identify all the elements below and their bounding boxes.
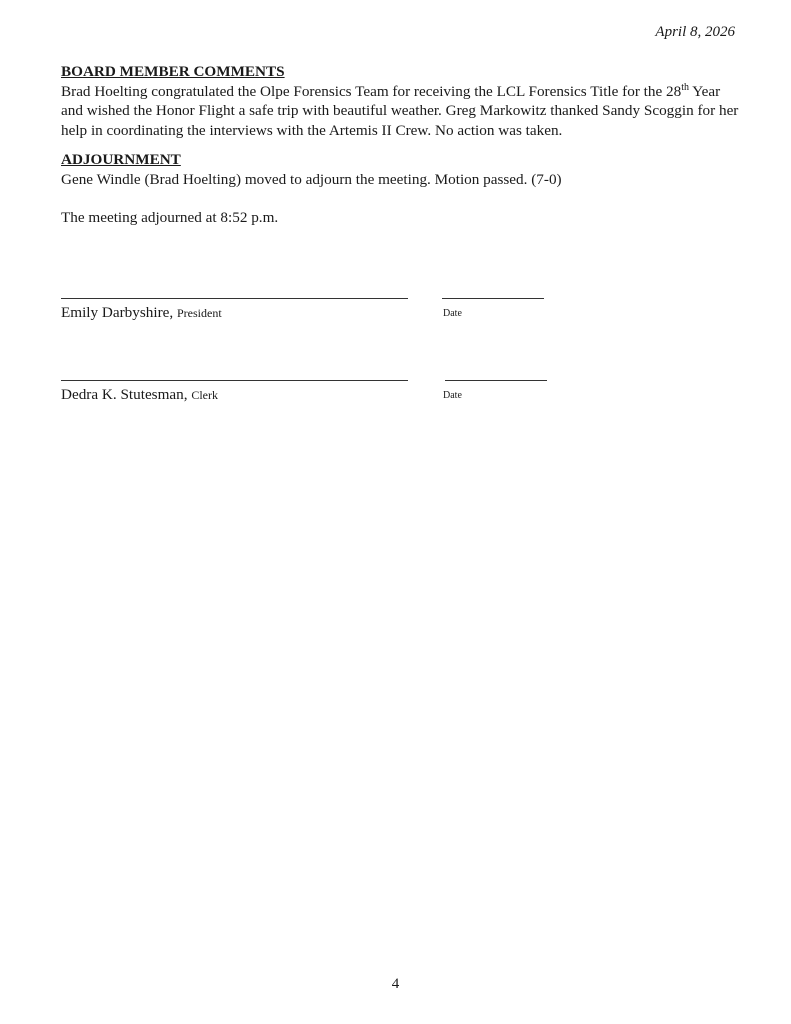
signature-block-clerk — [61, 380, 561, 420]
adjournment-section — [61, 150, 741, 228]
signatory-name — [61, 304, 222, 322]
date-line — [445, 380, 547, 381]
page-number: 4 — [391, 976, 400, 992]
signatory-name — [61, 386, 218, 404]
signatory-title: President — [177, 306, 222, 320]
board-comments-text-start: Brad Hoelting congratulated the Olpe Forensics Team for receiving the LCL Forensics Title for the 28 — [61, 82, 682, 100]
document-date: April 8, 2026 — [655, 24, 735, 40]
date-label: Date — [443, 390, 462, 401]
date-label: Date — [443, 308, 462, 319]
board-comments-text — [61, 82, 741, 141]
signature-line — [61, 380, 408, 381]
adjournment-heading: ADJOURNMENT — [61, 151, 181, 168]
signature-line — [61, 298, 408, 299]
ordinal-suffix: th — [681, 81, 689, 93]
adjournment-time: The meeting adjourned at 8:52 p.m. — [61, 209, 279, 226]
signature-block-president — [61, 298, 561, 338]
board-comments-section — [61, 62, 741, 140]
board-comments-heading: BOARD MEMBER COMMENTS — [61, 63, 285, 80]
signatory-title: Clerk — [191, 388, 219, 402]
signatory-name-text: Emily Darbyshire, — [61, 304, 177, 321]
adjournment-motion: Gene Windle (Brad Hoelting) moved to adjourn the meeting. Motion passed. (7-0) — [61, 170, 562, 188]
board-comments-text-end: Year and wished the Honor Flight a safe trip with beautiful weather. Greg Markowitz thanked Sandy Scoggin for her help in coordinating the interviews with the Artemis II Crew. No action was taken. — [61, 82, 739, 139]
signatory-name-text: Dedra K. Stutesman, — [61, 386, 192, 403]
date-line — [442, 298, 544, 299]
